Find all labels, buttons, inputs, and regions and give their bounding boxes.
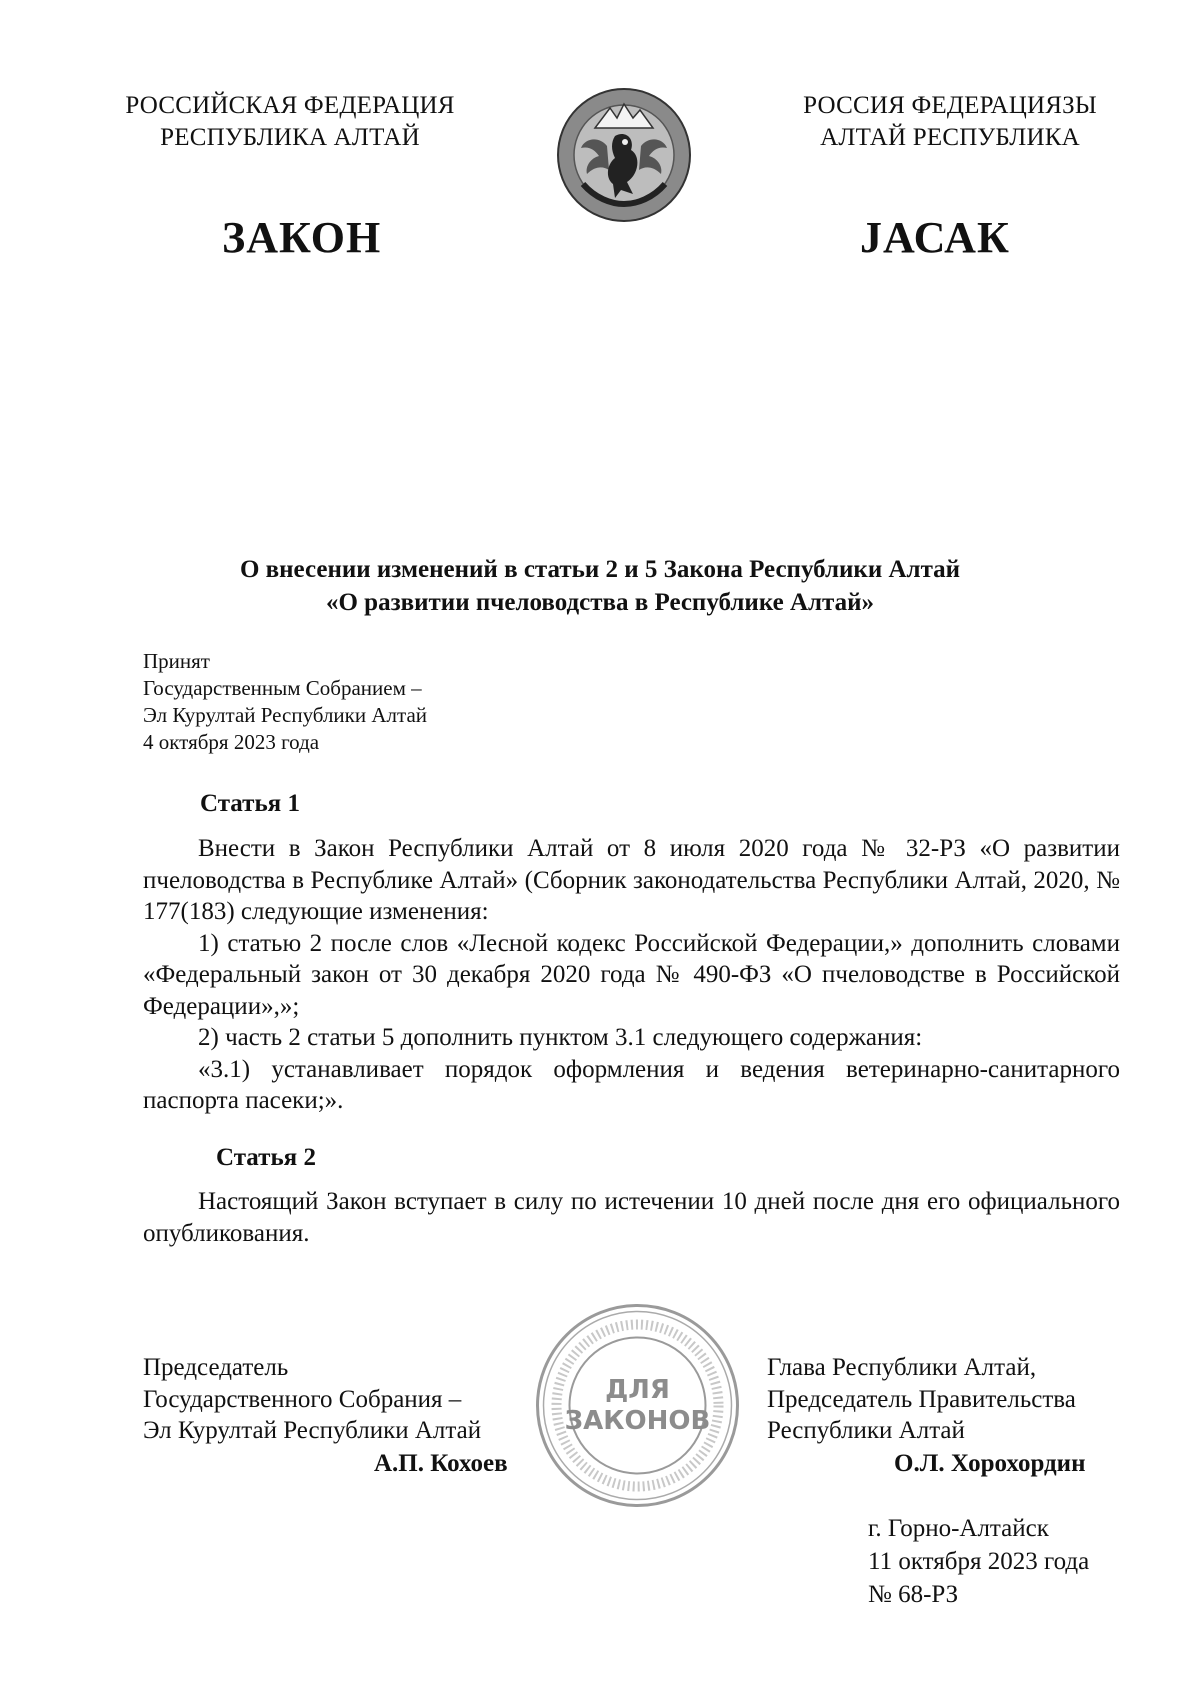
law-heading-line1: О внесении изменений в статьи 2 и 5 Закона Республики Алтай (239, 556, 961, 583)
header-left-republic: РЕСПУБЛИКА АЛТАЙ (160, 124, 420, 151)
header-right-republic: АЛТАЙ РЕСПУБЛИКА (820, 124, 1080, 151)
altai-republic-coat-of-arms-icon (555, 86, 693, 224)
signature-right (767, 1352, 1076, 1447)
signature-left-line3: Эл Курултай Республики Алтай (143, 1417, 482, 1444)
signature-left-line2: Государственного Собрания – (143, 1385, 462, 1413)
signature-right-line2: Председатель Правительства (767, 1385, 1076, 1413)
adoption-line3: Эл Курултай Республики Алтай (143, 703, 428, 727)
law-number: № 68-РЗ (868, 1581, 959, 1608)
signature-left-name: А.П. Кохоев (374, 1450, 508, 1477)
signature-left (143, 1352, 481, 1447)
stamp-text-line1: ДЛЯ (605, 1375, 670, 1405)
signature-right-line1: Глава Республики Алтай, (767, 1354, 1037, 1381)
header-right (740, 90, 1160, 154)
place-date-block (868, 1512, 1089, 1611)
law-heading-line2: «О развитии пчеловодства в Республике Алтай» (325, 589, 875, 616)
article2-body (143, 1186, 1120, 1249)
header-right-country: РОССИЯ ФЕДЕРАЦИЯЗЫ (803, 92, 1097, 119)
official-stamp (535, 1303, 740, 1508)
adoption-line1: Принят (143, 649, 210, 673)
law-title-left: ЗАКОН (222, 213, 382, 262)
article1-paragraph1: Внести в Закон Республики Алтай от 8 июля 2020 года № 32-РЗ «О развитии пчеловодства в Республике Алтай» (Сборник законодательства Республики Алтай, 2020, № 177(183) следующие изменения: (143, 835, 1120, 925)
place-date: 11 октября 2023 года (868, 1548, 1090, 1575)
article1-paragraph2: 1) статью 2 после слов «Лесной кодекс Российской Федерации,» дополнить словами «Федеральный закон от 30 декабря 2020 года № 490-ФЗ «О пчеловодстве в Российской Федерации»,»; (143, 929, 1120, 1020)
adoption-date: 4 октября 2023 года (143, 730, 320, 754)
place-city: г. Горно-Алтайск (868, 1515, 1049, 1542)
signature-left-line1: Председатель (143, 1354, 289, 1381)
article1-body (143, 833, 1120, 1117)
header-left-country: РОССИЙСКАЯ ФЕДЕРАЦИЯ (125, 92, 455, 119)
signature-right-line3: Республики Алтай (767, 1417, 965, 1444)
adoption-line2: Государственным Собранием – (143, 676, 422, 700)
stamp-text-line2: ЗАКОНОВ (564, 1406, 711, 1436)
article2-heading: Статья 2 (216, 1144, 316, 1171)
header-left (60, 90, 520, 154)
article1-paragraph3: 2) часть 2 статьи 5 дополнить пунктом 3.1 следующего содержания: (198, 1024, 923, 1051)
law-heading (140, 553, 1060, 619)
signature-right-name: О.Л. Хорохордин (894, 1450, 1086, 1477)
law-title-right: JАСАК (860, 213, 1010, 262)
article2-paragraph1: Настоящий Закон вступает в силу по истечении 10 дней после дня его официального опубликования. (143, 1188, 1120, 1247)
article1-paragraph4: «3.1) устанавливает порядок оформления и ведения ветеринарно-санитарного паспорта пасеки;». (143, 1055, 1120, 1114)
adoption-block (143, 648, 427, 756)
article1-heading: Статья 1 (200, 790, 300, 817)
